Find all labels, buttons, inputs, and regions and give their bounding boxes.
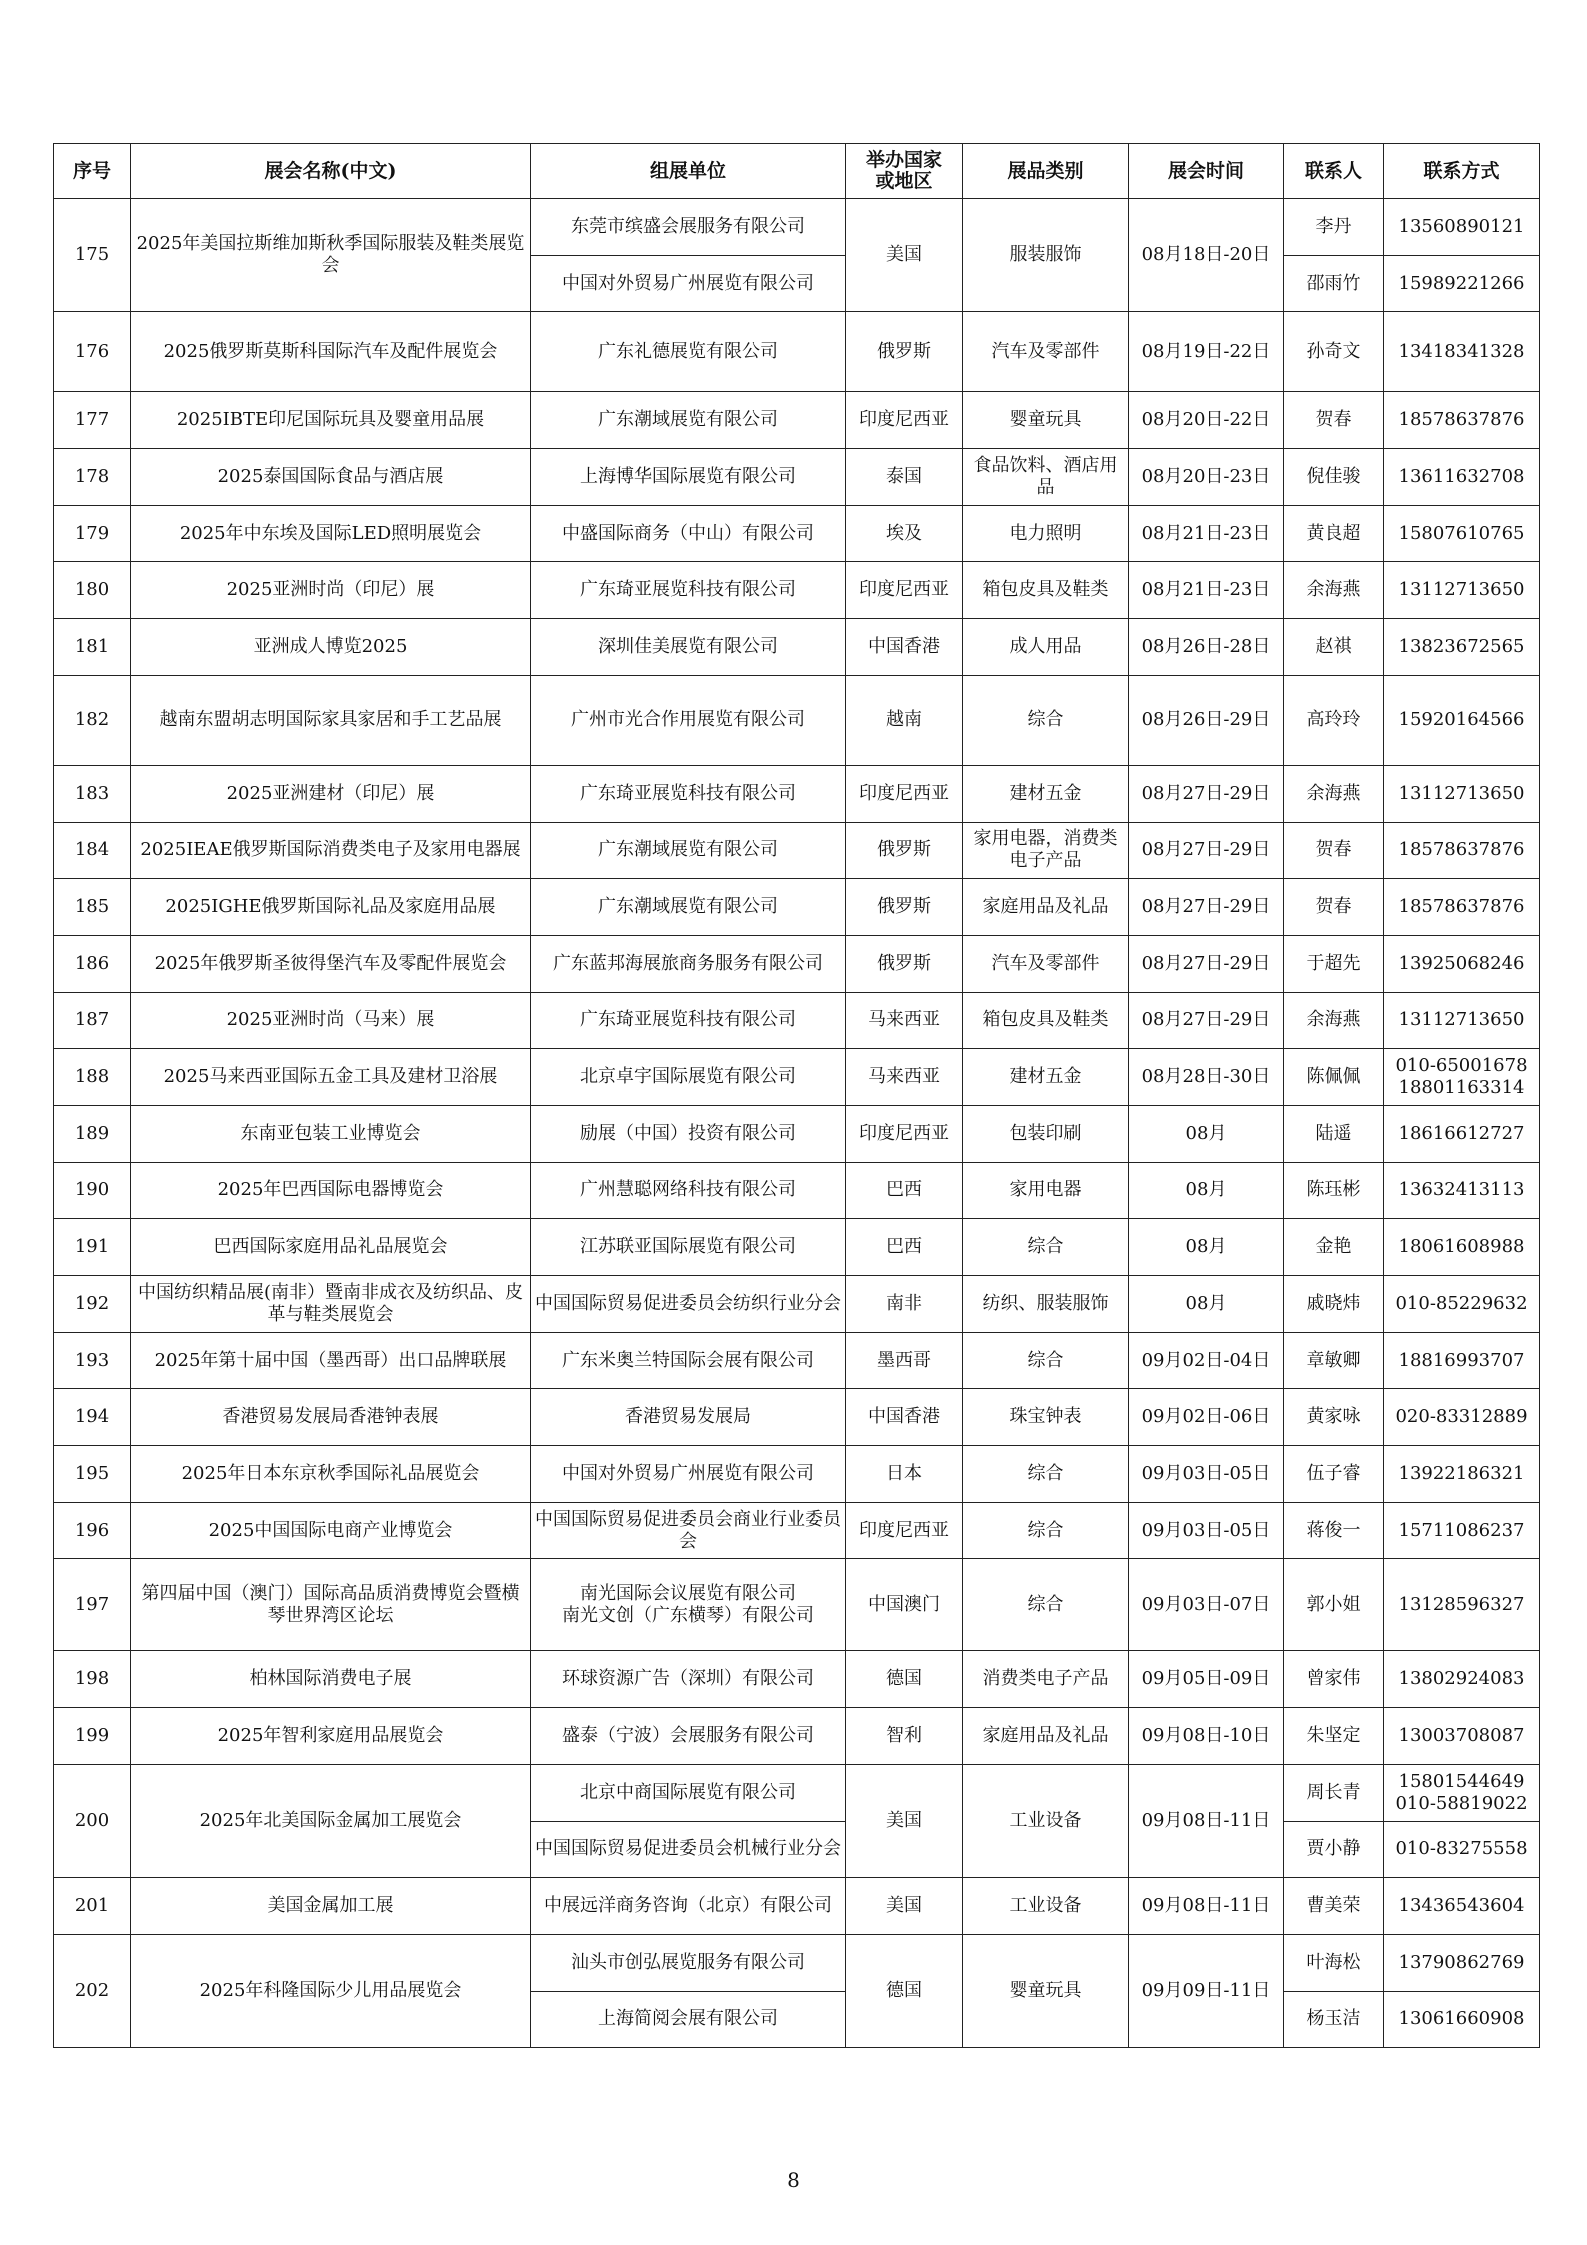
country: 墨西哥 xyxy=(846,1332,963,1389)
contact-phone: 18578637876 xyxy=(1384,879,1540,936)
exhibition-date: 08月26日-28日 xyxy=(1129,619,1284,676)
exhibition-date: 08月20日-22日 xyxy=(1129,392,1284,449)
category: 箱包皮具及鞋类 xyxy=(963,562,1129,619)
exhibition-name: 2025年美国拉斯维加斯秋季国际服装及鞋类展览会 xyxy=(131,199,531,312)
organizer: 中展远洋商务咨询（北京）有限公司 xyxy=(531,1878,846,1935)
country: 俄罗斯 xyxy=(846,935,963,992)
table-row xyxy=(54,199,1540,256)
table-header-row xyxy=(54,144,1540,199)
table-row xyxy=(54,1446,1540,1503)
table-row xyxy=(54,1878,1540,1935)
row-number: 191 xyxy=(54,1219,131,1276)
organizer: 中盛国际商务（中山）有限公司 xyxy=(531,505,846,562)
contact-person: 陆遥 xyxy=(1284,1105,1384,1162)
table-row xyxy=(54,1219,1540,1276)
header-date: 展会时间 xyxy=(1129,144,1284,199)
header-no: 序号 xyxy=(54,144,131,199)
row-number: 202 xyxy=(54,1934,131,2047)
exhibition-name: 2025年智利家庭用品展览会 xyxy=(131,1708,531,1765)
table-row xyxy=(54,1276,1540,1333)
contact-phone: 15801544649 010-58819022 xyxy=(1384,1764,1540,1821)
exhibition-name: 越南东盟胡志明国际家具家居和手工艺品展 xyxy=(131,675,531,765)
category: 包装印刷 xyxy=(963,1105,1129,1162)
exhibition-name: 东南亚包装工业博览会 xyxy=(131,1105,531,1162)
contact-person: 李丹 xyxy=(1284,199,1384,256)
contact-person: 金艳 xyxy=(1284,1219,1384,1276)
organizer: 北京卓宇国际展览有限公司 xyxy=(531,1049,846,1106)
exhibition-date: 09月02日-06日 xyxy=(1129,1389,1284,1446)
category: 综合 xyxy=(963,1219,1129,1276)
category: 消费类电子产品 xyxy=(963,1651,1129,1708)
exhibition-name: 2025年科隆国际少儿用品展览会 xyxy=(131,1934,531,2047)
category: 家庭用品及礼品 xyxy=(963,1708,1129,1765)
exhibition-date: 09月03日-07日 xyxy=(1129,1559,1284,1651)
exhibition-date: 08月27日-29日 xyxy=(1129,765,1284,822)
organizer: 广州市光合作用展览有限公司 xyxy=(531,675,846,765)
country: 智利 xyxy=(846,1708,963,1765)
table-row xyxy=(54,1708,1540,1765)
category: 综合 xyxy=(963,1502,1129,1559)
organizer: 汕头市创弘展览服务有限公司 xyxy=(531,1934,846,1991)
contact-person: 伍子睿 xyxy=(1284,1446,1384,1503)
organizer: 广东潮域展览有限公司 xyxy=(531,879,846,936)
contact-phone: 13922186321 xyxy=(1384,1446,1540,1503)
organizer: 广州慧聪网络科技有限公司 xyxy=(531,1162,846,1219)
contact-phone: 010-85229632 xyxy=(1384,1276,1540,1333)
contact-person: 曾家伟 xyxy=(1284,1651,1384,1708)
contact-person: 周长青 xyxy=(1284,1764,1384,1821)
contact-person: 余海燕 xyxy=(1284,992,1384,1049)
contact-phone: 13823672565 xyxy=(1384,619,1540,676)
country: 美国 xyxy=(846,199,963,312)
contact-person: 孙奇文 xyxy=(1284,312,1384,392)
organizer: 中国国际贸易促进委员会商业行业委员会 xyxy=(531,1502,846,1559)
organizer: 深圳佳美展览有限公司 xyxy=(531,619,846,676)
table-row xyxy=(54,392,1540,449)
exhibition-name: 2025亚洲时尚（马来）展 xyxy=(131,992,531,1049)
contact-phone: 18616612727 xyxy=(1384,1105,1540,1162)
exhibition-date: 08月21日-23日 xyxy=(1129,562,1284,619)
category: 纺织、服装服饰 xyxy=(963,1276,1129,1333)
header-category: 展品类别 xyxy=(963,144,1129,199)
page-number: 8 xyxy=(787,2168,800,2192)
row-number: 179 xyxy=(54,505,131,562)
header-phone: 联系方式 xyxy=(1384,144,1540,199)
header-name: 展会名称(中文) xyxy=(131,144,531,199)
exhibition-date: 08月 xyxy=(1129,1219,1284,1276)
exhibition-name: 2025IGHE俄罗斯国际礼品及家庭用品展 xyxy=(131,879,531,936)
table-row xyxy=(54,1502,1540,1559)
contact-person: 余海燕 xyxy=(1284,562,1384,619)
country: 中国香港 xyxy=(846,619,963,676)
contact-person: 陈佩佩 xyxy=(1284,1049,1384,1106)
contact-person: 贺春 xyxy=(1284,822,1384,879)
country: 印度尼西亚 xyxy=(846,765,963,822)
category: 建材五金 xyxy=(963,1049,1129,1106)
exhibition-name: 2025中国国际电商产业博览会 xyxy=(131,1502,531,1559)
category: 珠宝钟表 xyxy=(963,1389,1129,1446)
exhibition-date: 08月 xyxy=(1129,1105,1284,1162)
organizer: 励展（中国）投资有限公司 xyxy=(531,1105,846,1162)
exhibition-name: 亚洲成人博览2025 xyxy=(131,619,531,676)
contact-phone: 13632413113 xyxy=(1384,1162,1540,1219)
exhibition-name: 2025IEAE俄罗斯国际消费类电子及家用电器展 xyxy=(131,822,531,879)
table-row xyxy=(54,1105,1540,1162)
organizer: 环球资源广告（深圳）有限公司 xyxy=(531,1651,846,1708)
contact-person: 戚晓炜 xyxy=(1284,1276,1384,1333)
table-row xyxy=(54,1651,1540,1708)
organizer: 广东蓝邦海展旅商务服务有限公司 xyxy=(531,935,846,992)
country: 俄罗斯 xyxy=(846,312,963,392)
organizer: 上海简阅会展有限公司 xyxy=(531,1991,846,2048)
row-number: 175 xyxy=(54,199,131,312)
contact-phone: 13560890121 xyxy=(1384,199,1540,256)
exhibition-date: 08月20日-23日 xyxy=(1129,449,1284,506)
row-number: 194 xyxy=(54,1389,131,1446)
header-country: 举办国家 或地区 xyxy=(846,144,963,199)
exhibition-date: 08月19日-22日 xyxy=(1129,312,1284,392)
exhibition-name: 2025年第十届中国（墨西哥）出口品牌联展 xyxy=(131,1332,531,1389)
country: 印度尼西亚 xyxy=(846,562,963,619)
contact-person: 杨玉洁 xyxy=(1284,1991,1384,2048)
organizer: 香港贸易发展局 xyxy=(531,1389,846,1446)
row-number: 193 xyxy=(54,1332,131,1389)
category: 婴童玩具 xyxy=(963,1934,1129,2047)
country: 南非 xyxy=(846,1276,963,1333)
contact-phone: 13802924083 xyxy=(1384,1651,1540,1708)
organizer: 广东潮域展览有限公司 xyxy=(531,392,846,449)
table-row xyxy=(54,1559,1540,1651)
contact-person: 陈珏彬 xyxy=(1284,1162,1384,1219)
exhibition-date: 08月27日-29日 xyxy=(1129,935,1284,992)
country: 越南 xyxy=(846,675,963,765)
table-row xyxy=(54,619,1540,676)
contact-person: 贺春 xyxy=(1284,392,1384,449)
exhibition-name: 第四届中国（澳门）国际高品质消费博览会暨横琴世界湾区论坛 xyxy=(131,1559,531,1651)
exhibition-name: 2025马来西亚国际五金工具及建材卫浴展 xyxy=(131,1049,531,1106)
contact-person: 贺春 xyxy=(1284,879,1384,936)
exhibition-name: 2025亚洲建材（印尼）展 xyxy=(131,765,531,822)
row-number: 180 xyxy=(54,562,131,619)
exhibition-date: 08月28日-30日 xyxy=(1129,1049,1284,1106)
contact-phone: 13128596327 xyxy=(1384,1559,1540,1651)
contact-phone: 18578637876 xyxy=(1384,392,1540,449)
organizer: 广东琦亚展览科技有限公司 xyxy=(531,992,846,1049)
row-number: 201 xyxy=(54,1878,131,1935)
contact-person: 高玲玲 xyxy=(1284,675,1384,765)
row-number: 182 xyxy=(54,675,131,765)
row-number: 185 xyxy=(54,879,131,936)
exhibition-name: 2025泰国国际食品与酒店展 xyxy=(131,449,531,506)
table-row xyxy=(54,935,1540,992)
country: 俄罗斯 xyxy=(846,879,963,936)
row-number: 196 xyxy=(54,1502,131,1559)
row-number: 192 xyxy=(54,1276,131,1333)
category: 建材五金 xyxy=(963,765,1129,822)
table-row xyxy=(54,879,1540,936)
exhibition-name: 2025年中东埃及国际LED照明展览会 xyxy=(131,505,531,562)
contact-person: 于超先 xyxy=(1284,935,1384,992)
table-row xyxy=(54,1162,1540,1219)
exhibition-date: 08月 xyxy=(1129,1162,1284,1219)
organizer: 中国对外贸易广州展览有限公司 xyxy=(531,255,846,312)
organizer: 广东米奥兰特国际会展有限公司 xyxy=(531,1332,846,1389)
contact-person: 余海燕 xyxy=(1284,765,1384,822)
contact-phone: 010-65001678 18801163314 xyxy=(1384,1049,1540,1106)
row-number: 186 xyxy=(54,935,131,992)
organizer: 中国国际贸易促进委员会纺织行业分会 xyxy=(531,1276,846,1333)
organizer: 南光国际会议展览有限公司 南光文创（广东横琴）有限公司 xyxy=(531,1559,846,1651)
contact-person: 赵祺 xyxy=(1284,619,1384,676)
category: 工业设备 xyxy=(963,1764,1129,1877)
table-row xyxy=(54,765,1540,822)
contact-person: 章敏卿 xyxy=(1284,1332,1384,1389)
exhibition-name: 美国金属加工展 xyxy=(131,1878,531,1935)
country: 日本 xyxy=(846,1446,963,1503)
organizer: 盛泰（宁波）会展服务有限公司 xyxy=(531,1708,846,1765)
country: 马来西亚 xyxy=(846,1049,963,1106)
contact-phone: 020-83312889 xyxy=(1384,1389,1540,1446)
country: 印度尼西亚 xyxy=(846,392,963,449)
exhibition-name: 2025年巴西国际电器博览会 xyxy=(131,1162,531,1219)
contact-phone: 13112713650 xyxy=(1384,765,1540,822)
category: 食品饮料、酒店用品 xyxy=(963,449,1129,506)
table-row xyxy=(54,1764,1540,1821)
row-number: 178 xyxy=(54,449,131,506)
contact-person: 叶海松 xyxy=(1284,1934,1384,1991)
contact-phone: 010-83275558 xyxy=(1384,1821,1540,1878)
contact-phone: 13790862769 xyxy=(1384,1934,1540,1991)
row-number: 197 xyxy=(54,1559,131,1651)
row-number: 183 xyxy=(54,765,131,822)
exhibition-date: 08月 xyxy=(1129,1276,1284,1333)
table-row xyxy=(54,992,1540,1049)
country: 俄罗斯 xyxy=(846,822,963,879)
country: 泰国 xyxy=(846,449,963,506)
category: 综合 xyxy=(963,1332,1129,1389)
header-organizer: 组展单位 xyxy=(531,144,846,199)
contact-phone: 13112713650 xyxy=(1384,992,1540,1049)
row-number: 176 xyxy=(54,312,131,392)
table-row xyxy=(54,822,1540,879)
category: 婴童玩具 xyxy=(963,392,1129,449)
contact-phone: 18578637876 xyxy=(1384,822,1540,879)
category: 汽车及零部件 xyxy=(963,935,1129,992)
row-number: 189 xyxy=(54,1105,131,1162)
exhibition-date: 09月09日-11日 xyxy=(1129,1934,1284,2047)
table-row xyxy=(54,1934,1540,1991)
row-number: 184 xyxy=(54,822,131,879)
table-row xyxy=(54,312,1540,392)
contact-phone: 13061660908 xyxy=(1384,1991,1540,2048)
organizer: 中国国际贸易促进委员会机械行业分会 xyxy=(531,1821,846,1878)
country: 巴西 xyxy=(846,1219,963,1276)
contact-person: 倪佳骏 xyxy=(1284,449,1384,506)
row-number: 188 xyxy=(54,1049,131,1106)
country: 印度尼西亚 xyxy=(846,1105,963,1162)
exhibition-name: 香港贸易发展局香港钟表展 xyxy=(131,1389,531,1446)
exhibition-name: 2025亚洲时尚（印尼）展 xyxy=(131,562,531,619)
exhibition-date: 09月08日-11日 xyxy=(1129,1878,1284,1935)
organizer: 东莞市缤盛会展服务有限公司 xyxy=(531,199,846,256)
contact-phone: 15807610765 xyxy=(1384,505,1540,562)
exhibition-date: 08月27日-29日 xyxy=(1129,822,1284,879)
exhibition-date: 09月08日-11日 xyxy=(1129,1764,1284,1877)
country: 埃及 xyxy=(846,505,963,562)
contact-phone: 13003708087 xyxy=(1384,1708,1540,1765)
contact-person: 郭小姐 xyxy=(1284,1559,1384,1651)
category: 成人用品 xyxy=(963,619,1129,676)
table-row xyxy=(54,1332,1540,1389)
table-row xyxy=(54,1049,1540,1106)
category: 箱包皮具及鞋类 xyxy=(963,992,1129,1049)
table-row xyxy=(54,505,1540,562)
exhibition-name: 巴西国际家庭用品礼品展览会 xyxy=(131,1219,531,1276)
category: 家用电器 xyxy=(963,1162,1129,1219)
organizer: 广东琦亚展览科技有限公司 xyxy=(531,562,846,619)
category: 家用电器，消费类电子产品 xyxy=(963,822,1129,879)
exhibition-name: 2025年北美国际金属加工展览会 xyxy=(131,1764,531,1877)
organizer: 广东琦亚展览科技有限公司 xyxy=(531,765,846,822)
contact-person: 邵雨竹 xyxy=(1284,255,1384,312)
table-row xyxy=(54,449,1540,506)
contact-phone: 13611632708 xyxy=(1384,449,1540,506)
contact-phone: 18816993707 xyxy=(1384,1332,1540,1389)
country: 巴西 xyxy=(846,1162,963,1219)
country: 德国 xyxy=(846,1934,963,2047)
contact-phone: 13418341328 xyxy=(1384,312,1540,392)
exhibition-date: 09月05日-09日 xyxy=(1129,1651,1284,1708)
exhibition-name: 中国纺织精品展(南非）暨南非成衣及纺织品、皮革与鞋类展览会 xyxy=(131,1276,531,1333)
organizer: 广东潮域展览有限公司 xyxy=(531,822,846,879)
organizer: 北京中商国际展览有限公司 xyxy=(531,1764,846,1821)
exhibition-name: 2025年日本东京秋季国际礼品展览会 xyxy=(131,1446,531,1503)
contact-person: 蒋俊一 xyxy=(1284,1502,1384,1559)
exhibition-date: 09月08日-10日 xyxy=(1129,1708,1284,1765)
exhibition-date: 08月27日-29日 xyxy=(1129,879,1284,936)
category: 电力照明 xyxy=(963,505,1129,562)
contact-phone: 15989221266 xyxy=(1384,255,1540,312)
contact-person: 黄家咏 xyxy=(1284,1389,1384,1446)
header-contact: 联系人 xyxy=(1284,144,1384,199)
category: 综合 xyxy=(963,675,1129,765)
table-row xyxy=(54,675,1540,765)
country: 印度尼西亚 xyxy=(846,1502,963,1559)
row-number: 190 xyxy=(54,1162,131,1219)
row-number: 187 xyxy=(54,992,131,1049)
organizer: 广东礼德展览有限公司 xyxy=(531,312,846,392)
exhibition-name: 2025年俄罗斯圣彼得堡汽车及零配件展览会 xyxy=(131,935,531,992)
organizer: 江苏联亚国际展览有限公司 xyxy=(531,1219,846,1276)
exhibition-date: 09月03日-05日 xyxy=(1129,1446,1284,1503)
table-row xyxy=(54,1389,1540,1446)
contact-phone: 18061608988 xyxy=(1384,1219,1540,1276)
exhibition-name: 柏林国际消费电子展 xyxy=(131,1651,531,1708)
category: 家庭用品及礼品 xyxy=(963,879,1129,936)
exhibition-date: 08月18日-20日 xyxy=(1129,199,1284,312)
exhibition-date: 08月27日-29日 xyxy=(1129,992,1284,1049)
organizer: 上海博华国际展览有限公司 xyxy=(531,449,846,506)
contact-phone: 13112713650 xyxy=(1384,562,1540,619)
contact-person: 黄良超 xyxy=(1284,505,1384,562)
category: 工业设备 xyxy=(963,1878,1129,1935)
contact-phone: 15920164566 xyxy=(1384,675,1540,765)
category: 综合 xyxy=(963,1446,1129,1503)
exhibition-name: 2025俄罗斯莫斯科国际汽车及配件展览会 xyxy=(131,312,531,392)
contact-phone: 15711086237 xyxy=(1384,1502,1540,1559)
row-number: 198 xyxy=(54,1651,131,1708)
exhibition-date: 08月21日-23日 xyxy=(1129,505,1284,562)
contact-person: 贾小静 xyxy=(1284,1821,1384,1878)
country: 美国 xyxy=(846,1878,963,1935)
exhibition-date: 08月26日-29日 xyxy=(1129,675,1284,765)
country: 美国 xyxy=(846,1764,963,1877)
row-number: 200 xyxy=(54,1764,131,1877)
table-row xyxy=(54,562,1540,619)
country: 中国香港 xyxy=(846,1389,963,1446)
organizer: 中国对外贸易广州展览有限公司 xyxy=(531,1446,846,1503)
exhibition-date: 09月03日-05日 xyxy=(1129,1502,1284,1559)
exhibition-table xyxy=(53,143,1540,2048)
exhibition-date: 09月02日-04日 xyxy=(1129,1332,1284,1389)
country: 中国澳门 xyxy=(846,1559,963,1651)
row-number: 181 xyxy=(54,619,131,676)
row-number: 177 xyxy=(54,392,131,449)
row-number: 199 xyxy=(54,1708,131,1765)
exhibition-name: 2025IBTE印尼国际玩具及婴童用品展 xyxy=(131,392,531,449)
contact-person: 朱坚定 xyxy=(1284,1708,1384,1765)
country: 马来西亚 xyxy=(846,992,963,1049)
row-number: 195 xyxy=(54,1446,131,1503)
contact-phone: 13925068246 xyxy=(1384,935,1540,992)
contact-phone: 13436543604 xyxy=(1384,1878,1540,1935)
category: 汽车及零部件 xyxy=(963,312,1129,392)
category: 服装服饰 xyxy=(963,199,1129,312)
contact-person: 曹美荣 xyxy=(1284,1878,1384,1935)
category: 综合 xyxy=(963,1559,1129,1651)
country: 德国 xyxy=(846,1651,963,1708)
